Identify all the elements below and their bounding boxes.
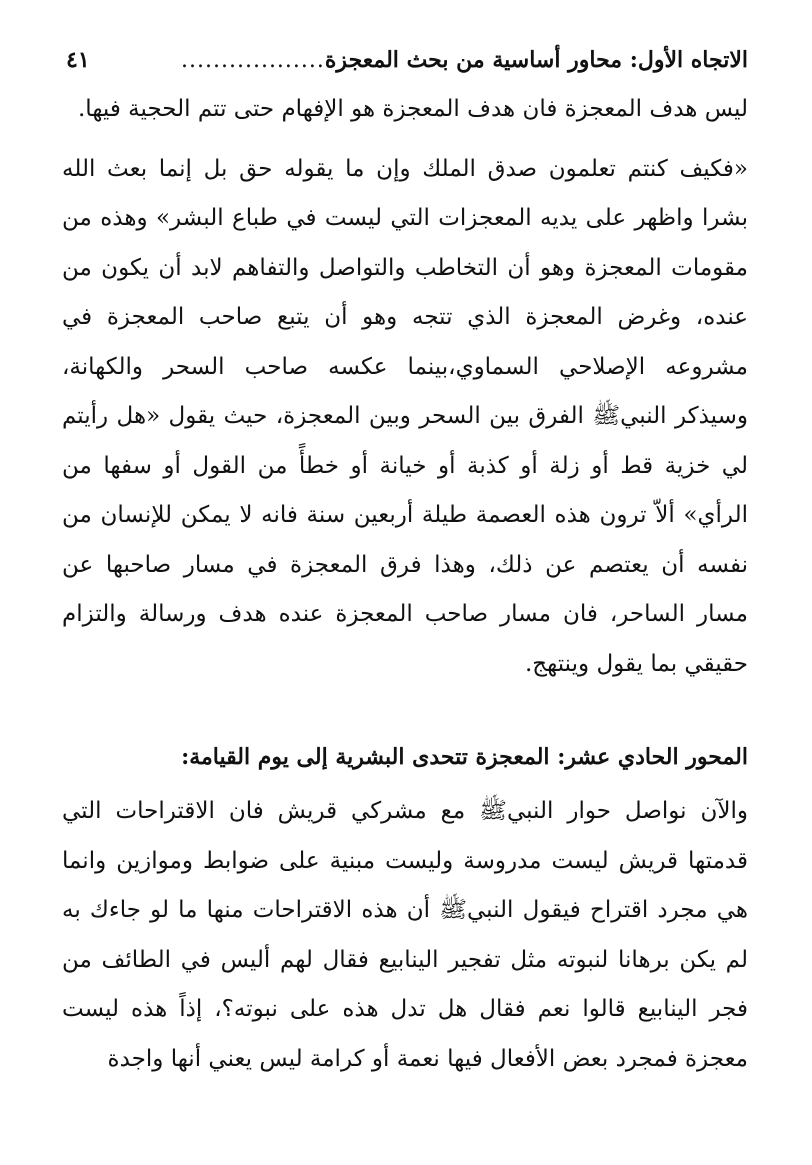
section-title: المحور الحادي عشر: المعجزة تتحدى البشرية إلى يوم القيامة: — [181, 744, 748, 770]
header-leader-dots: .................. — [181, 48, 325, 73]
page-number: ٤١ — [66, 47, 90, 73]
paragraph-quote-discussion: «فكيف كنتم تعلمون صدق الملك وإن ما يقوله حق بل إنما بعث الله بشرا واظهر على يديه المعجزات التي ليست في طباع البشر» وهذه من مقومات المعجزة وهو أن التخاطب والتواصل والتفاهم لابد أن يكون من عنده، وغرض المعجزة الذي تتجه وهو أن يتبع صاحب المعجزة في مشروعه الإصلاحي السماوي،بينما عكسه صاحب السحر والكهانة، وسيذكر النبيﷺ الفرق بين السحر وبين المعجزة، حيث يقول «هل رأيتم لي خزية قط أو زلة أو كذبة أو خيانة أو خطأً من القول أو سفها من الرأي» ألاّ ترون هذه العصمة طيلة أربعين سنة فانه لا يمكن للإنسان من نفسه أن يعتصم عن ذلك، وهذا فرق المعجزة في مسار صاحبها عن مسار الساحر، فان مسار صاحب المعجزة عنده هدف ورسالة والتزام حقيقي بما يقول وينتهج. — [62, 155, 748, 677]
document-page — [62, 36, 748, 1084]
paragraph-dialogue: والآن نواصل حوار النبيﷺ مع مشركي قريش فان الاقتراحات التي قدمتها قريش ليست مدروسة وليست مبنية على ضوابط وموازين وانما هي مجرد اقتراح فيقول النبيﷺ أن هذه الاقتراحات منها ما لو جاءك به لم يكن برهانا لنبوته مثل تفجير الينابيع فقال لهم أليس في الطائف من فجر الينابيع قالوا نعم فقال هل تدل هذه على نبوته؟، إذاً هذه ليست معجزة فمجرد بعض الأفعال فيها نعمة أو كرامة ليس يعني أنها واجدة — [62, 798, 748, 1072]
paragraph-continuation: ليس هدف المعجزة فان هدف المعجزة هو الإفهام حتى تتم الحجية فيها. — [78, 96, 748, 122]
running-header — [62, 36, 748, 85]
header-title: الاتجاه الأول: محاور أساسية من بحث المعجزة — [324, 47, 748, 73]
